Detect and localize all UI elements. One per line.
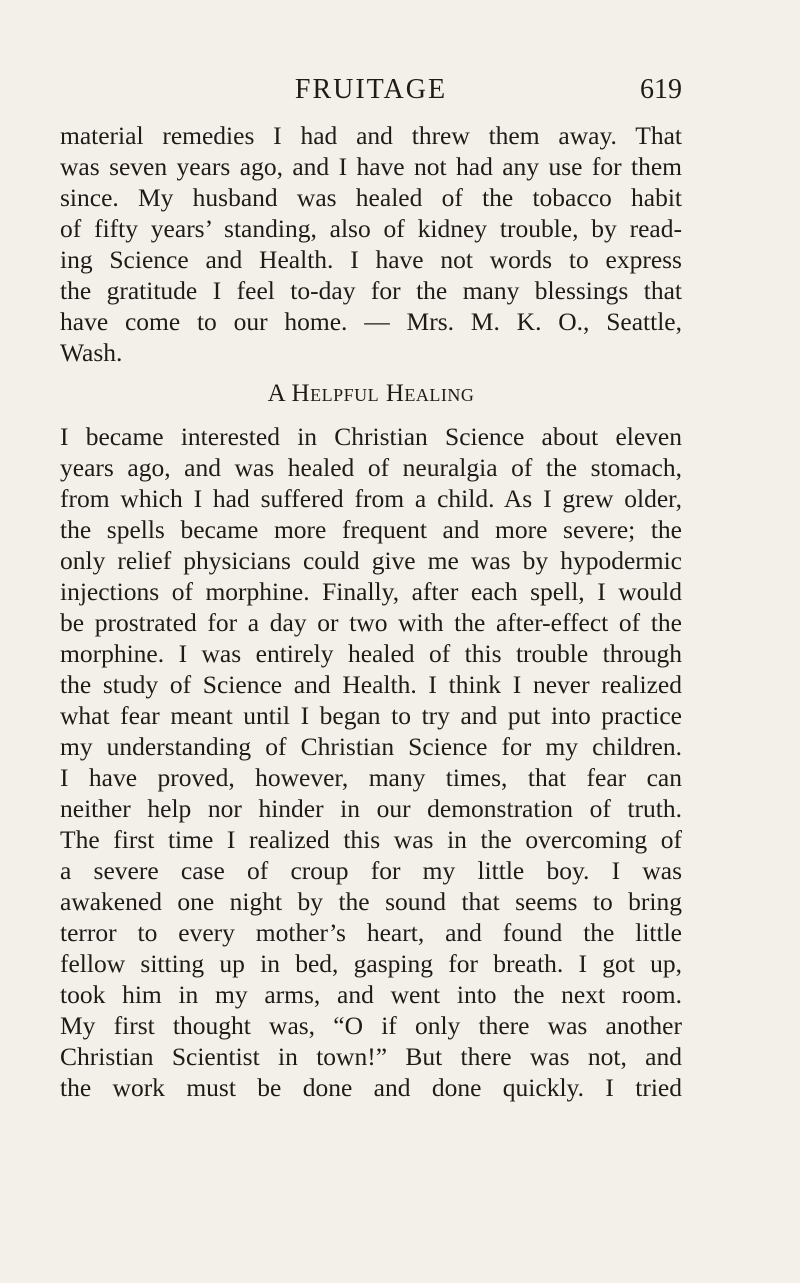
paragraph-testimony-end (60, 120, 682, 368)
text-line: terror to every mother’s heart, and found the little (60, 918, 682, 947)
text-line: the gratitude I feel to-day for the many blessings that (60, 276, 682, 305)
text-line: Christian Scientist in town!” But there was not, and (60, 1042, 682, 1071)
text-line: the spells became more frequent and more severe; the (60, 515, 682, 544)
text-line: have come to our home. — Mrs. M. K. O., Seattle, (60, 307, 682, 336)
text-line: since. My husband was healed of the tobacco habit (60, 183, 682, 212)
page-header (60, 70, 682, 110)
text-line: morphine. I was entirely healed of this trouble through (60, 639, 682, 668)
text-line: ing Science and Health. I have not words to express (60, 245, 682, 274)
text-line: The first time I realized this was in the overcoming of (60, 825, 682, 854)
page-number: 619 (640, 74, 682, 105)
text-line: years ago, and was healed of neuralgia of the stomach, (60, 453, 682, 482)
running-title: FRUITAGE (294, 74, 448, 105)
text-line: was seven years ago, and I have not had any use for them (60, 152, 682, 181)
text-line: what fear meant until I began to try and put into practice (60, 701, 682, 730)
text-line: My first thought was, “O if only there was another (60, 1011, 682, 1040)
text-line: I have proved, however, many times, that fear can (60, 763, 682, 792)
text-line: a severe case of croup for my little boy. I was (60, 856, 682, 885)
text-line: from which I had suffered from a child. As I grew older, (60, 484, 682, 513)
text-line: material remedies I had and threw them away. That (60, 121, 682, 150)
text-line: of fifty years’ standing, also of kidney trouble, by read- (60, 214, 682, 243)
text-line: neither help nor hinder in our demonstration of truth. (60, 794, 682, 823)
text-line: I became interested in Christian Science about eleven (60, 422, 682, 451)
text-line: fellow sitting up in bed, gasping for breath. I got up, (60, 949, 682, 978)
text-line: my understanding of Christian Science for my children. (60, 732, 682, 761)
text-line: awakened one night by the sound that seems to bring (60, 887, 682, 916)
section-heading: A Helpful Healing (267, 380, 475, 407)
text-line: only relief physicians could give me was by hypodermic (60, 546, 682, 575)
paragraph-helpful-healing (60, 421, 682, 1103)
text-line: the study of Science and Health. I think I never realized (60, 670, 682, 699)
text-line: Wash. (60, 338, 123, 367)
text-line: the work must be done and done quickly. I tried (60, 1073, 682, 1102)
text-line: took him in my arms, and went into the next room. (60, 980, 682, 1009)
text-line: injections of morphine. Finally, after each spell, I would (60, 577, 682, 606)
page-body (60, 120, 682, 1103)
text-line: be prostrated for a day or two with the after-effect of the (60, 608, 682, 637)
